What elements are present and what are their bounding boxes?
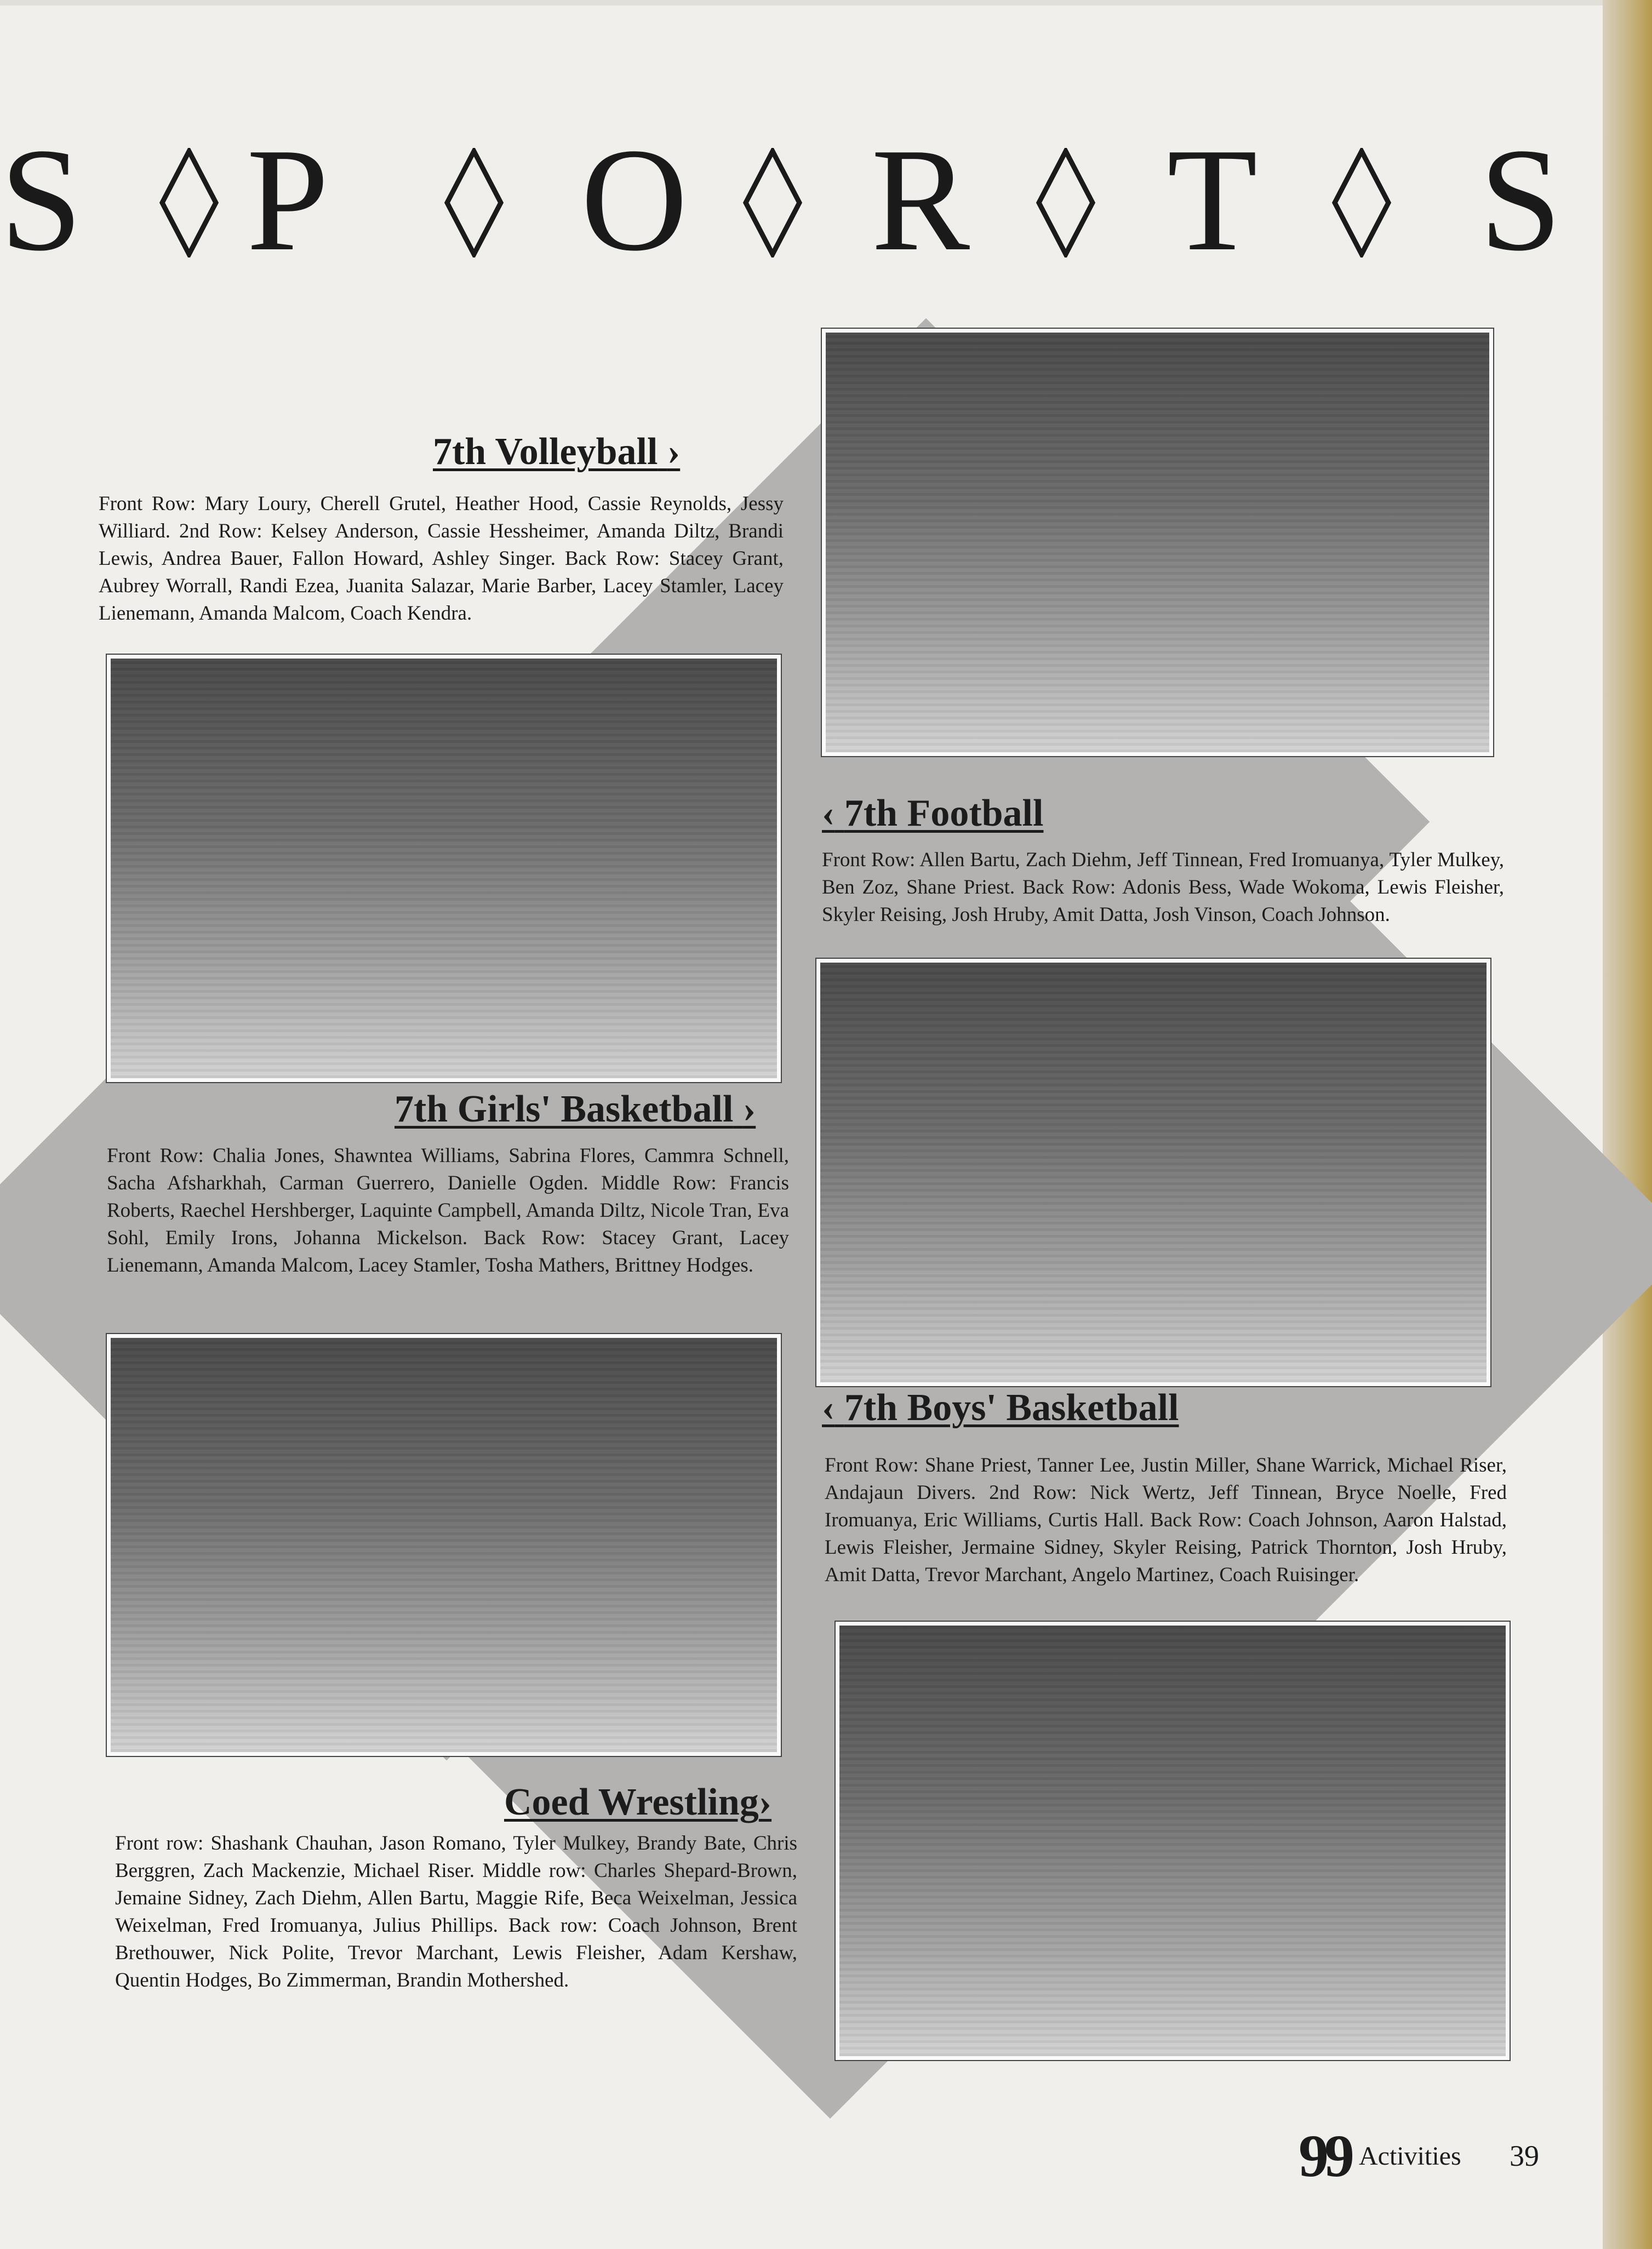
volleyball-heading: 7th Volleyball › [433, 431, 681, 473]
title-letter-s: S [1479, 118, 1562, 282]
football-heading: ‹ 7th Football [822, 792, 1044, 834]
diamond-outline-icon [444, 148, 504, 257]
page-binding-edge [1603, 0, 1652, 2249]
diamond-outline-icon [742, 148, 803, 257]
boys-basketball-team-photo [107, 1334, 781, 1756]
diamond-outline-icon [1036, 148, 1096, 257]
boys-basketball-heading: ‹ 7th Boys' Basketball [822, 1387, 1179, 1429]
football-caption: Front Row: Allen Bartu, Zach Diehm, Jeff Tinnean, Fred Iromuanya, Tyler Mulkey, Ben Zoz, Shane Priest. Back Row: Adonis Bess, Wade Wokoma, Lewis Fleisher, Skyler Reising, Josh Hruby, Amit Datta, Josh Vinson, Coach Johnson. [822, 849, 1504, 926]
girls-basketball-heading: 7th Girls' Basketball › [395, 1088, 756, 1130]
title-letter-p: P [247, 118, 329, 282]
diamond-outline-icon [159, 148, 219, 257]
wrestling-caption: Front row: Shashank Chauhan, Jason Romano, Tyler Mulkey, Brandy Bate, Chris Berggren, Zach Mackenzie, Michael Riser. Middle row: Charles Shepard-Brown, Jemaine Sidney, Zach Diehm, Allen Bartu, Maggie Rife, Beca Weixelman, Jessica Weixelman, Fred Iromuanya, Julius Phillips. Back row: Coach Johnson, Brent Brethouwer, Nick Polite, Trevor Marchant, Lewis Fleisher, Adam Kershaw, Quentin Hodges, Bo Zimmerman, Brandin Mothershed. [115, 1832, 797, 1992]
footer-logo: 99 [1299, 2122, 1350, 2189]
wrestling-heading: Coed Wrestling› [504, 1781, 772, 1823]
footer-section-label: Activities [1359, 2142, 1461, 2171]
girls-basketball-team-photo [816, 959, 1490, 1386]
title-letter-s: S [0, 118, 83, 282]
football-team-photo [107, 655, 781, 1082]
title-letter-r: R [871, 118, 970, 282]
diamond-outline-icon [1331, 148, 1392, 257]
page-title [0, 118, 1603, 282]
page-top-edge [0, 0, 1603, 5]
boys-basketball-caption: Front Row: Shane Priest, Tanner Lee, Justin Miller, Shane Warrick, Michael Riser, Andajaun Divers. 2nd Row: Nick Wertz, Jeff Tinnean, Bryce Noelle, Fred Iromuanya, Eric Williams, Curtis Hall. Back Row: Coach Johnson, Aaron Halstad, Lewis Fleisher, Jermaine Sidney, Skyler Reising, Patrick Thornton, Josh Hruby, Amit Datta, Trevor Marchant, Angelo Martinez, Coach Ruisinger. [825, 1454, 1507, 1586]
title-letter-o: O [581, 118, 688, 282]
title-letter-t: T [1167, 118, 1257, 282]
girls-basketball-caption: Front Row: Chalia Jones, Shawntea Williams, Sabrina Flores, Cammra Schnell, Sacha Afsharkhah, Carman Guerrero, Danielle Ogden. Middle Row: Francis Roberts, Raechel Hershberger, Laquinte Campbell, Amanda Diltz, Nicole Tran, Eva Sohl, Emily Irons, Johanna Mickelson. Back Row: Stacey Grant, Lacey Lienemann, Amanda Malcom, Lacey Stamler, Tosha Mathers, Brittney Hodges. [107, 1144, 789, 1277]
volleyball-team-photo [822, 329, 1493, 756]
volleyball-caption: Front Row: Mary Loury, Cherell Grutel, Heather Hood, Cassie Reynolds, Jessy Williard. 2nd Row: Kelsey Anderson, Cassie Hessheimer, Amanda Diltz, Brandi Lewis, Andrea Bauer, Fallon Howard, Ashley Singer. Back Row: Stacey Grant, Aubrey Worrall, Randi Ezea, Juanita Salazar, Marie Barber, Lacey Stamler, Lacey Lienemann, Amanda Malcom, Coach Kendra. [99, 493, 784, 625]
wrestling-team-photo [836, 1622, 1510, 2060]
page-number: 39 [1510, 2139, 1539, 2172]
